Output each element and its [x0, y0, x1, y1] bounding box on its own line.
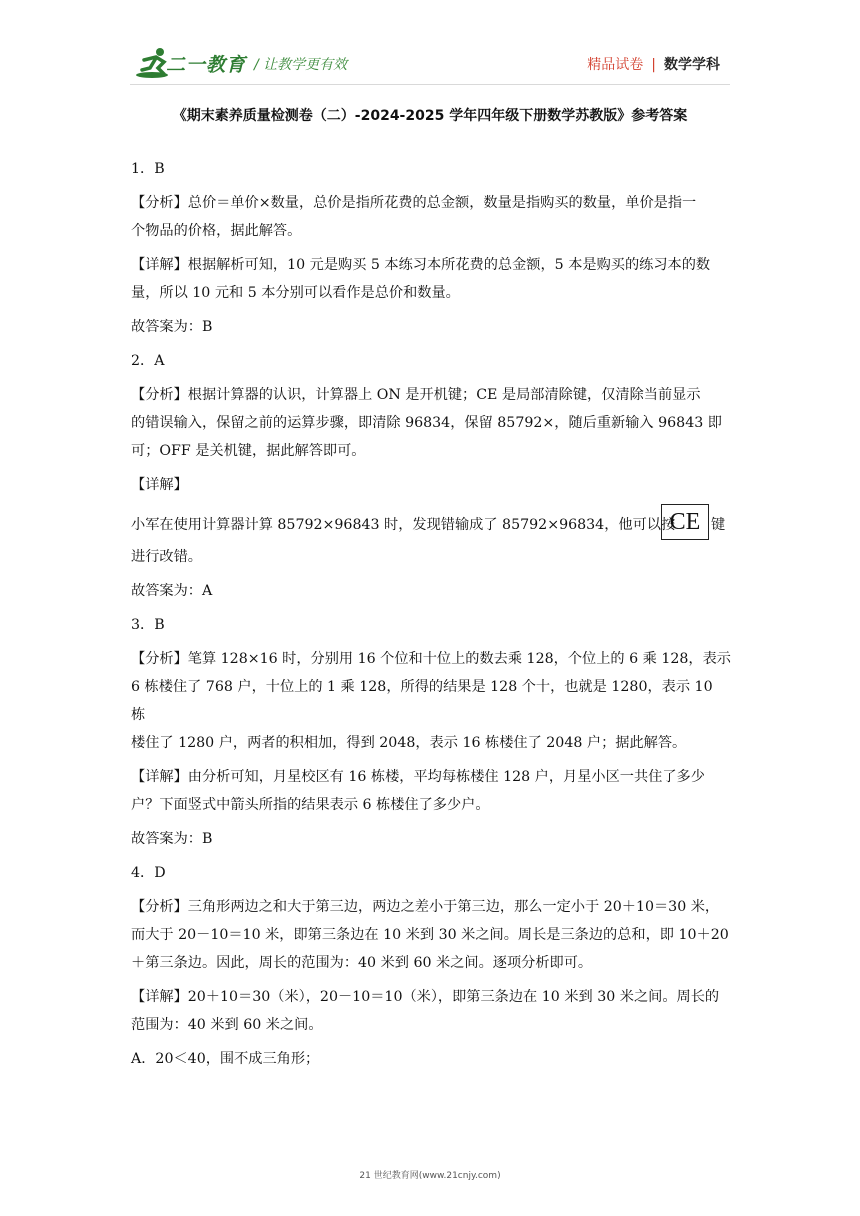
q1-answer: 故答案为：B — [131, 319, 213, 335]
header-separator: | — [651, 57, 656, 73]
q3-number: 3．B — [131, 617, 165, 633]
q4-analysis-line: 而大于 20－10＝10 米，即第三条边在 10 米到 30 米之间。周长是三条边的总和，即 10＋20 — [131, 927, 729, 943]
label-premium: 精品试卷 — [587, 57, 644, 73]
header-right — [587, 54, 720, 74]
q2-detail-key-suffix: 键 — [711, 517, 726, 533]
q2-analysis-line: 【分析】根据计算器的认识，计算器上 ON 是开机键；CE 是局部清除键，仅清除当前显示 — [131, 387, 701, 403]
q3-detail-line: 户？下面竖式中箭头所指的结果表示 6 栋楼住了多少户。 — [131, 797, 490, 813]
q3-analysis-line: 6 栋楼住了 768 户，十位上的 1 乘 128，所得的结果是 128 个十，也就是 1280，表示 10 栋 — [131, 679, 713, 723]
q2-answer: 故答案为：A — [131, 583, 213, 599]
q2-analysis-line: 可；OFF 是关机键，据此解答即可。 — [131, 443, 366, 459]
q1-detail-line: 量，所以 10 元和 5 本分别可以看作是总价和数量。 — [131, 285, 460, 301]
q4-detail-line: 【详解】20＋10＝30（米），20－10＝10（米），即第三条边在 10 米到 30 米之间。周长的 — [131, 989, 720, 1005]
q4-analysis-line: 【分析】三角形两边之和大于第三边，两边之差小于第三边，那么一定小于 20＋10＝30 米， — [131, 899, 720, 915]
header-divider — [130, 84, 730, 85]
q4-number: 4．D — [131, 865, 166, 881]
q4-option-a: A．20＜40，围不成三角形； — [131, 1051, 320, 1067]
slogan: / 让教学更有效 — [254, 57, 348, 73]
q1-analysis-line: 【分析】总价＝单价×数量，总价是指所花费的总金额，数量是指购买的数量，单价是指一 — [131, 195, 697, 211]
q1-number: 1．B — [131, 161, 165, 177]
label-subject: 数学学科 — [664, 57, 720, 73]
q4-detail-line: 范围为：40 米到 60 米之间。 — [131, 1017, 323, 1033]
page-footer: 21 世纪教育网(www.21cnjy.com) — [359, 1171, 501, 1181]
q2-detail-label: 【详解】 — [131, 477, 188, 493]
q3-detail-line: 【详解】由分析可知，月星校区有 16 栋楼，平均每栋楼住 128 户，月星小区一共住了多少 — [131, 769, 705, 785]
q2-detail-line: 进行改错。 — [131, 549, 202, 565]
q2-number: 2．A — [131, 353, 165, 369]
q1-detail-line: 【详解】根据解析可知，10 元是购买 5 本练习本所花费的总金额，5 本是购买的练习本的数 — [131, 257, 711, 273]
ce-key-icon: CE — [661, 504, 709, 540]
q2-detail-text: 小军在使用计算器计算 85792×96843 时，发现错输成了 85792×96834，他可以按 — [131, 517, 676, 533]
q4-analysis-line: ＋第三条边。因此，周长的范围为：40 米到 60 米之间。逐项分析即可。 — [131, 955, 593, 971]
q3-analysis-line: 【分析】笔算 128×16 时，分别用 16 个位和十位上的数去乘 128，个位上的 6 乘 128，表示 — [131, 651, 731, 667]
page-title: 《期末素养质量检测卷（二）-2024-2025 学年四年级下册数学苏教版》参考答案 — [172, 108, 688, 124]
q3-answer: 故答案为：B — [131, 831, 213, 847]
answer-content — [131, 155, 731, 1073]
q2-analysis-line: 的错误输入，保留之前的运算步骤，即清除 96834，保留 85792×，随后重新输入 96843 即 — [131, 415, 722, 431]
q3-analysis-line: 楼住了 1280 户，两者的积相加，得到 2048，表示 16 栋楼住了 2048 户；据此解答。 — [131, 735, 687, 751]
page-header — [130, 40, 730, 86]
q2-detail-ce-line — [131, 507, 731, 543]
q1-analysis-line: 个物品的价格，据此解答。 — [131, 223, 302, 239]
logo-text: 二一教育 — [166, 54, 247, 76]
